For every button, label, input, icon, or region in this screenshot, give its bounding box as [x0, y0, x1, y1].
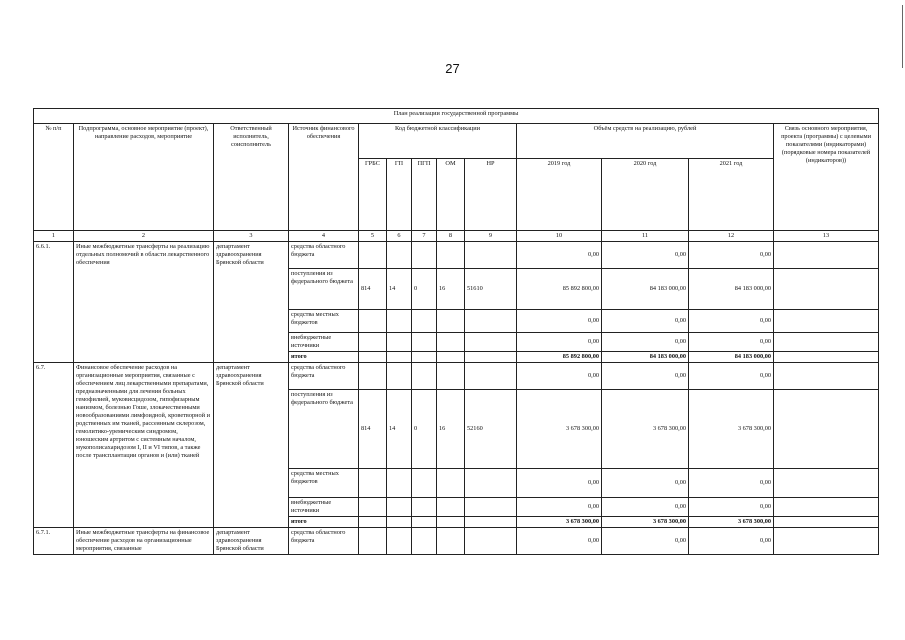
column-number: 2	[74, 231, 214, 242]
header-budget-code: Код бюджетной классификации	[359, 124, 517, 159]
indicator-link	[774, 352, 879, 363]
code-pgp	[412, 333, 437, 352]
amount-2021: 0,00	[689, 469, 774, 498]
funding-source: поступления из федерального бюджета	[289, 269, 359, 310]
amount-2020: 0,00	[602, 363, 689, 390]
code-pgp	[412, 363, 437, 390]
amount-2021: 84 183 000,00	[689, 269, 774, 310]
code-om	[437, 310, 465, 333]
scan-edge-mark	[898, 8, 903, 68]
amount-2019: 0,00	[517, 363, 602, 390]
amount-2019: 3 678 300,00	[517, 517, 602, 528]
code-om	[437, 352, 465, 363]
code-gp	[387, 310, 412, 333]
header-volume: Объём средств на реализацию, рублей	[517, 124, 774, 159]
header-2021: 2021 год	[689, 159, 774, 231]
amount-2020: 0,00	[602, 469, 689, 498]
amount-2020: 3 678 300,00	[602, 517, 689, 528]
amount-2019: 0,00	[517, 310, 602, 333]
funding-source: средства областного бюджета	[289, 363, 359, 390]
funding-source: средства местных бюджетов	[289, 310, 359, 333]
code-om	[437, 498, 465, 517]
code-om	[437, 242, 465, 269]
header-grbs: ГРБС	[359, 159, 387, 231]
row-executor: департамент здравоохранения Брянской области	[214, 242, 289, 363]
amount-2021: 0,00	[689, 333, 774, 352]
column-number: 1	[34, 231, 74, 242]
code-grbs	[359, 333, 387, 352]
code-pgp	[412, 242, 437, 269]
row-executor: департамент здравоохранения Брянской области	[214, 528, 289, 555]
funding-source: поступления из федерального бюджета	[289, 390, 359, 469]
header-nr: НР	[465, 159, 517, 231]
code-gp: 14	[387, 390, 412, 469]
amount-2019: 85 892 800,00	[517, 352, 602, 363]
code-nr	[465, 469, 517, 498]
column-number: 6	[387, 231, 412, 242]
code-om	[437, 469, 465, 498]
code-om: 16	[437, 390, 465, 469]
amount-2019: 0,00	[517, 498, 602, 517]
indicator-link	[774, 390, 879, 469]
code-pgp	[412, 517, 437, 528]
code-om	[437, 363, 465, 390]
code-pgp	[412, 469, 437, 498]
funding-source: средства областного бюджета	[289, 528, 359, 555]
code-grbs	[359, 528, 387, 555]
code-grbs: 814	[359, 390, 387, 469]
column-number: 13	[774, 231, 879, 242]
amount-2021: 0,00	[689, 310, 774, 333]
amount-2020: 84 183 000,00	[602, 352, 689, 363]
code-om: 16	[437, 269, 465, 310]
code-pgp	[412, 310, 437, 333]
code-grbs	[359, 469, 387, 498]
code-nr	[465, 517, 517, 528]
funding-source: внебюджетные источники	[289, 498, 359, 517]
row-name: Иные межбюджетные трансферты на финансовое обеспечение расходов на организационные мероприятия, связанные	[74, 528, 214, 555]
code-grbs	[359, 498, 387, 517]
table-title: План реализации государственной программы	[34, 109, 879, 124]
code-gp	[387, 363, 412, 390]
code-pgp	[412, 528, 437, 555]
code-nr	[465, 528, 517, 555]
code-nr	[465, 242, 517, 269]
code-nr	[465, 333, 517, 352]
indicator-link	[774, 363, 879, 390]
code-grbs	[359, 310, 387, 333]
header-name: Подпрограмма, основное мероприятие (проект), направление расходов, мероприятие	[74, 124, 214, 231]
table-row	[34, 528, 879, 555]
column-number: 3	[214, 231, 289, 242]
amount-2020: 3 678 300,00	[602, 390, 689, 469]
amount-2019: 0,00	[517, 242, 602, 269]
row-number: 6.6.1.	[34, 242, 74, 363]
code-nr: 51610	[465, 269, 517, 310]
header-link: Связь основного мероприятия, проекта (программы) с целевыми показателями (индикаторами) (порядковые номера показателей (индикаторов))	[774, 124, 879, 231]
funding-source: средства местных бюджетов	[289, 469, 359, 498]
page-number: 27	[445, 61, 460, 76]
code-om	[437, 528, 465, 555]
amount-2020: 0,00	[602, 333, 689, 352]
column-number: 9	[465, 231, 517, 242]
code-nr	[465, 363, 517, 390]
indicator-link	[774, 469, 879, 498]
funding-source: внебюджетные источники	[289, 333, 359, 352]
column-number: 12	[689, 231, 774, 242]
code-om	[437, 333, 465, 352]
indicator-link	[774, 528, 879, 555]
code-om	[437, 517, 465, 528]
amount-2020: 0,00	[602, 310, 689, 333]
amount-2019: 0,00	[517, 528, 602, 555]
header-om: ОМ	[437, 159, 465, 231]
row-number: 6.7.	[34, 363, 74, 528]
code-pgp	[412, 352, 437, 363]
code-gp	[387, 498, 412, 517]
header-num: № п/п	[34, 124, 74, 231]
amount-2021: 3 678 300,00	[689, 517, 774, 528]
column-number: 7	[412, 231, 437, 242]
code-gp	[387, 352, 412, 363]
column-number: 11	[602, 231, 689, 242]
header-pgp: ПГП	[412, 159, 437, 231]
column-number: 10	[517, 231, 602, 242]
code-gp	[387, 242, 412, 269]
code-nr: 52160	[465, 390, 517, 469]
indicator-link	[774, 269, 879, 310]
amount-2019: 0,00	[517, 333, 602, 352]
indicator-link	[774, 517, 879, 528]
header-executor: Ответственный исполнитель, соисполнитель	[214, 124, 289, 231]
code-pgp: 0	[412, 269, 437, 310]
code-pgp	[412, 498, 437, 517]
code-nr	[465, 352, 517, 363]
header-2019: 2019 год	[517, 159, 602, 231]
amount-2019: 0,00	[517, 469, 602, 498]
amount-2021: 0,00	[689, 498, 774, 517]
code-gp: 14	[387, 269, 412, 310]
amount-2019: 3 678 300,00	[517, 390, 602, 469]
amount-2020: 0,00	[602, 498, 689, 517]
row-name: Финансовое обеспечение расходов на организационные мероприятия, связанные с обеспечением лиц лекарственными препаратами, предназначенными для лечения больных гемофилией, муковисцидозом, гипофизарным нанизмом, болезнью Гоше, злокачественными новообразованиями лимфоидной, кроветворной и родственных им тканей, рассеянным склерозом, гемолитико-уремическим синдромом, юношеским артритом с системным началом, мукополисахаридозом I, II и VI типов, а также после трансплантации органов и (или) тканей	[74, 363, 214, 528]
header-gp: ГП	[387, 159, 412, 231]
code-grbs	[359, 352, 387, 363]
code-pgp: 0	[412, 390, 437, 469]
total-label: итого	[289, 517, 359, 528]
code-nr	[465, 310, 517, 333]
amount-2020: 0,00	[602, 528, 689, 555]
column-number: 4	[289, 231, 359, 242]
indicator-link	[774, 498, 879, 517]
code-gp	[387, 528, 412, 555]
program-plan-table	[33, 108, 879, 555]
amount-2021: 3 678 300,00	[689, 390, 774, 469]
total-label: итого	[289, 352, 359, 363]
indicator-link	[774, 310, 879, 333]
row-name: Иные межбюджетные трансферты на реализацию отдельных полномочий в области лекарственного обеспечения	[74, 242, 214, 363]
table-row	[34, 363, 879, 390]
code-grbs	[359, 517, 387, 528]
code-gp	[387, 517, 412, 528]
table-row	[34, 242, 879, 269]
column-number: 8	[437, 231, 465, 242]
code-gp	[387, 333, 412, 352]
amount-2020: 0,00	[602, 242, 689, 269]
funding-source: средства областного бюджета	[289, 242, 359, 269]
code-grbs	[359, 242, 387, 269]
amount-2019: 85 892 800,00	[517, 269, 602, 310]
code-grbs	[359, 363, 387, 390]
amount-2021: 0,00	[689, 528, 774, 555]
code-nr	[465, 498, 517, 517]
row-executor: департамент здравоохранения Брянской области	[214, 363, 289, 528]
code-gp	[387, 469, 412, 498]
row-number: 6.7.1.	[34, 528, 74, 555]
amount-2021: 84 183 000,00	[689, 352, 774, 363]
code-grbs: 814	[359, 269, 387, 310]
header-2020: 2020 год	[602, 159, 689, 231]
amount-2021: 0,00	[689, 242, 774, 269]
column-number-row	[34, 231, 879, 242]
indicator-link	[774, 333, 879, 352]
header-source: Источник финансового обеспечения	[289, 124, 359, 231]
column-number: 5	[359, 231, 387, 242]
amount-2020: 84 183 000,00	[602, 269, 689, 310]
amount-2021: 0,00	[689, 363, 774, 390]
indicator-link	[774, 242, 879, 269]
